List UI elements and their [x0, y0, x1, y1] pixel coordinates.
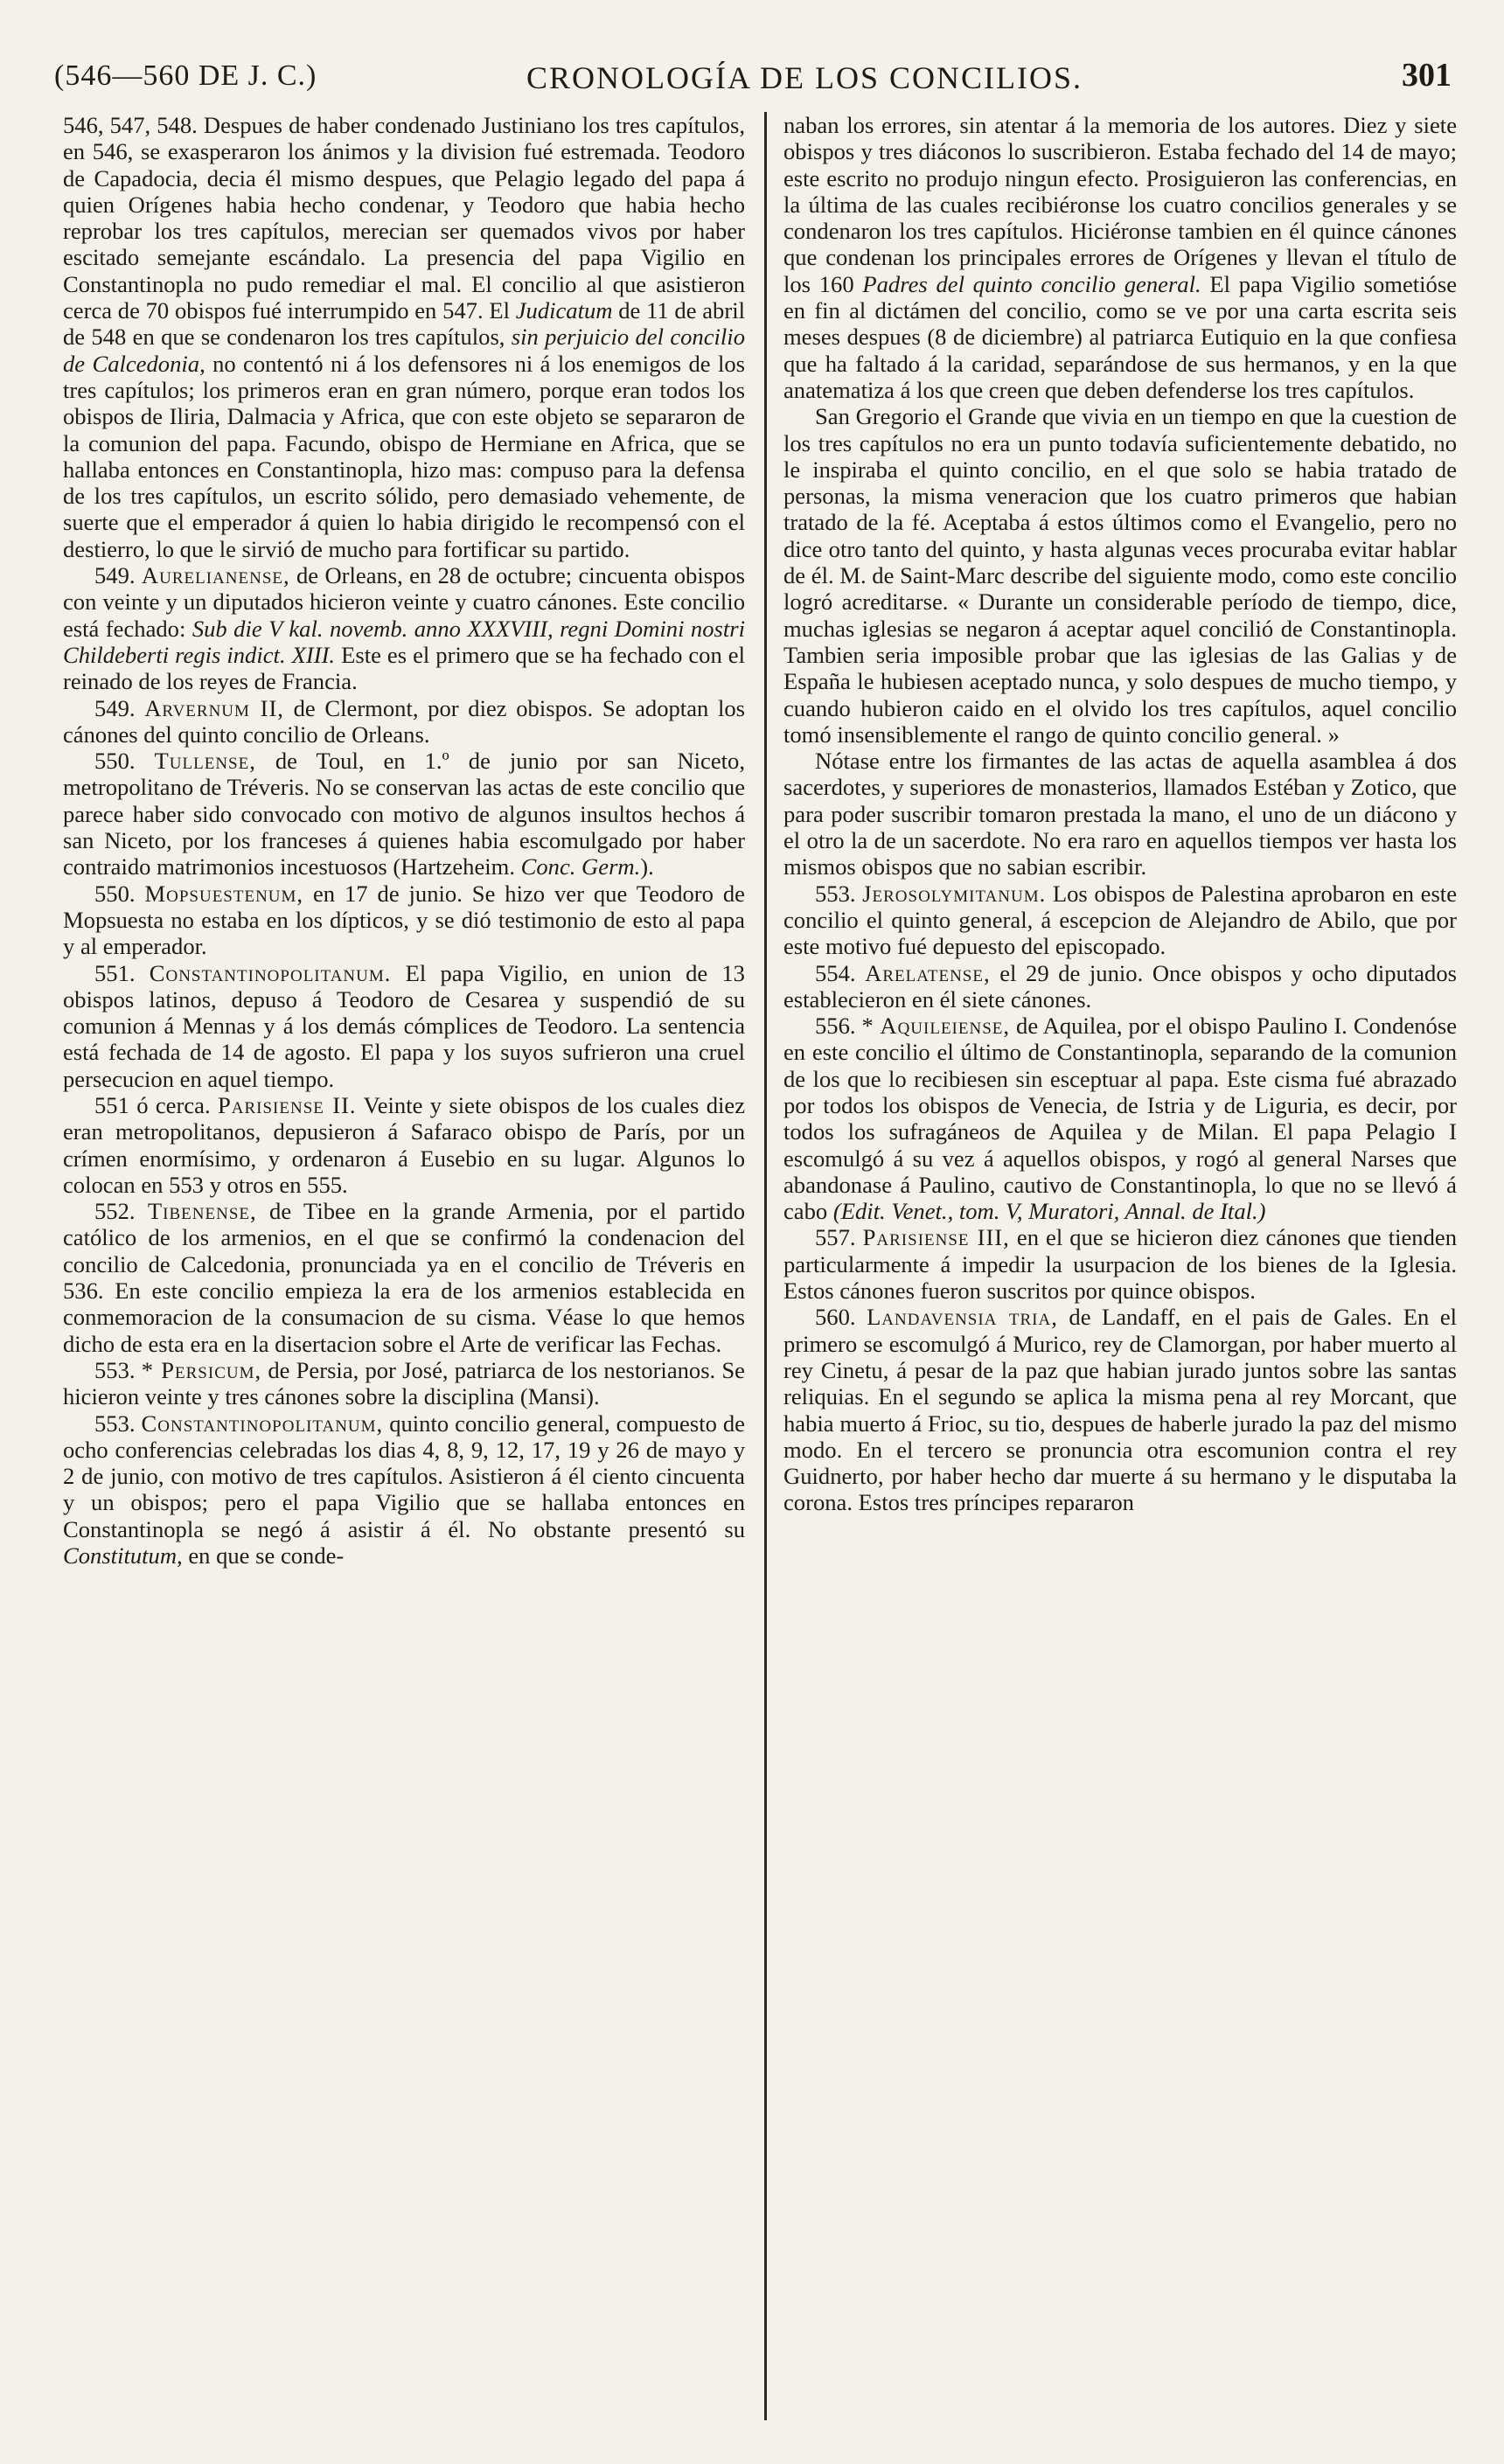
entry-text: de Orleans, en 28 de octubre; cincuenta obispos con veinte y un diputados hicieron veinte y cuatro cánones. Este concilio está fechado:: [63, 562, 745, 642]
entry-number: 554.: [815, 959, 856, 986]
paragraph-text: naban los errores, sin atentar á la memoria de los autores. Diez y siete obispos y tres diáconos lo suscribieron. Estaba fechado del 14 de mayo; este escrito no produjo ningun efecto. Prosiguieron las conferencias, en la última de las cuales recibiéronse los cuatro concilios generales y se condenaron los tres capítulos. Hiciéronse tambien en él quince cánones que condenan los principales errores de Orígenes y llevan el título de los 160: [783, 112, 1457, 297]
paragraph-text: no contentó ni á los defensores ni á los enemigos de los tres capítulos; los primeros eran en gran número, porque eran todos los obispos de Iliria, Dalmacia y Africa, que con este objeto se separaron de la comunion del papa. Facundo, obispo de Hermiane en Africa, que se hallaba entonces en Constantinopla, hizo mas: compuso para la defensa de los tres capítulos, un escrito sólido, pero demasiado vehemente, de suerte que el emperador á quien lo habia dirigido le recompensó con el destierro, lo que le sirvió de mucho para fortificar su partido.: [63, 350, 745, 562]
council-name: * Persicum,: [141, 1356, 262, 1383]
council-entry: [783, 960, 1457, 1013]
council-entry: [63, 1410, 745, 1570]
council-name: * Aquileiense,: [861, 1013, 1011, 1040]
entry-number: 550.: [94, 880, 136, 907]
paragraph-text: San Gregorio el Grande que vivia en un tiempo en que la cuestion de los tres capítulos no era un punto todavía suficientemente debatido, no le inspiraba el quinto concilio, en el que solo se habia tratado de personas, la misma veneracion que los cuatro primeros que habian tratado de la fé. Aceptaba á estos últimos como el Evangelio, pero no dice otro tanto del quinto, y hasta algunas veces procuraba evitar hablar de él. M. de Saint-Marc describe del siguiente modo, como este concilio logró acreditarse. « Durante un considerable período de tiempo, dice, muchas iglesias se negaron á aceptar aquel concilió de Constantinopla. Tambien seria imposible probar que las iglesias de las Galias y de España le hubiesen aceptado nunca, y solo despues de mucho tiempo, y cuando hubieron caido en el olvido los tres capítulos, aquel concilio tomó insensiblemente el rango de quinto concilio general. »: [783, 403, 1457, 748]
entry-text: de Tibee en la grande Armenia, por el partido católico de los armenios, en el que se confirmó la condenacion del concilio de Calcedonia, pronunciada ya en el concilio de Tréveris en 536. En este concilio empieza la era de los armenios establecida en conmemoracion de la consumacion de su cisma. Véase lo que hemos dicho de esta era en la disertacion sobre el Arte de verificar las Fechas.: [63, 1198, 746, 1357]
page-number: 301: [1402, 57, 1452, 94]
entry-number: 549.: [94, 562, 136, 589]
entry-number: 551 ó cerca.: [94, 1091, 211, 1118]
paragraph: [63, 112, 745, 562]
entry-number: 556.: [815, 1013, 856, 1040]
paragraph-text: El papa Vigilio sometióse en fin al dictámen del concilio, como se ve por una carta escrita seis meses despues (8 de diciembre) al patriarca Eutiquio en la que confiesa que ha faltado á la caridad, separándose de sus hermanos, y en la que anatematiza á los que creen que deben defenderse los tres capítulos.: [783, 270, 1458, 403]
entry-text: quinto concilio general, compuesto de ocho conferencias celebradas los dias 4, 8, 9, 12, 17, 19 y 26 de mayo y 2 de junio, con motivo de tres capítulos. Asistieron á él ciento cincuenta y un obispos; pero el papa Vigilio que se hallaba entonces en Constantinopla se negó á asistir á él. No obstante presentó su: [63, 1409, 745, 1542]
italic-citation: (Edit. Venet., tom. V, Muratori, Annal. de Ital.): [832, 1198, 1266, 1225]
council-name: Parisiense III,: [862, 1224, 1010, 1251]
paragraph: [783, 112, 1457, 403]
entry-number: 553.: [815, 880, 856, 907]
entry-text: de Landaff, en el pais de Gales. En el primero se escomulgó á Murico, rey de Clamorgan, por haber muerto al rey Cinetu, á pesar de la paz que habian jurado juntos sobre las santas reliquias. En el segundo se aplica la misma pena al rey Morcant, que habia muerto á Frioc, su tio, despues de haberle jurado la paz del mismo modo. En el tercero se pronuncia otra escomunion contra el rey Guidnerto, por haber hecho dar muerte á su hermano y le disputaba la corona. Estos tres príncipes repararon: [783, 1304, 1458, 1516]
council-entry: [63, 748, 745, 880]
column-divider: [764, 112, 767, 2420]
paragraph: [783, 748, 1457, 880]
council-name: Mopsuestenum,: [144, 880, 304, 907]
page-header: [54, 52, 1452, 101]
entry-text: en 17 de junio. Se hizo ver que Teodoro de Mopsuesta no estaba en los dípticos, y se dió testimonio de esto al papa y al emperador.: [63, 880, 745, 960]
entry-number: 551.: [94, 959, 136, 986]
council-name: Arvernum II,: [144, 694, 284, 721]
council-entry: [63, 1357, 745, 1410]
council-entry: [783, 880, 1457, 960]
entry-text: de Aquilea, por el obispo Paulino I. Condenóse en este concilio el último de Constantinopla, separando de la comunion de los que lo recibiesen sin esceptuar al papa. Este cisma fué abrazado por todos los obispos de Venecia, de Istria y de Liguria, es decir, por todos los sufragáneos de Aquilea y de Milan. El papa Pelagio I escomulgó á su vez á aquellos obispos, y rogó al general Narses que abandonase á Paulino, cautivo de Constantinopla, lo que no se llevó á cabo: [783, 1013, 1458, 1225]
entry-text: de Persia, por José, patriarca de los nestorianos. Se hicieron veinte y tres cánones sobre la disciplina (Mansi).: [63, 1356, 745, 1410]
entry-number: 553.: [94, 1409, 136, 1437]
entry-number: 553.: [94, 1356, 136, 1383]
italic-term: Constitutum,: [63, 1542, 183, 1570]
entry-text: Los obispos de Palestina aprobaron en este concilio el quinto general, á escepcion de Alejandro de Abilo, que por este motivo fué depuesto del episcopado.: [783, 880, 1457, 960]
entry-number: 557.: [815, 1224, 856, 1251]
council-entry: [63, 880, 745, 960]
entry-number: 549.: [94, 694, 136, 721]
council-entry: [63, 1092, 745, 1198]
entry-number: 550.: [94, 748, 136, 775]
right-column: [783, 112, 1457, 1516]
council-name: Jerosolymitanum.: [862, 880, 1047, 907]
entry-text: en que se conde-: [188, 1542, 345, 1570]
council-entry: [63, 562, 745, 694]
council-entry: [783, 1013, 1457, 1224]
council-entry: [783, 1224, 1457, 1304]
council-entry: [63, 960, 745, 1092]
left-column: [63, 112, 745, 1569]
paragraph-text: Nótase entre los firmantes de las actas de aquella asamblea á dos sacerdotes, y superiores de monasterios, llamados Estéban y Zotico, que para poder suscribir tomaron prestada la mano, el uno de un diácono y el otro la de un sacerdote. No era raro en aquellos tiempos ver hasta los mismos obispos que no sabian escribir.: [783, 748, 1457, 880]
entry-number: 560.: [815, 1304, 856, 1331]
council-name: Tullense,: [154, 748, 256, 775]
entry-text: ).: [640, 853, 654, 880]
entry-text: Veinte y siete obispos de los cuales diez eran metropolitanos, depusieron á Safaraco obispo de París, por un crímen enormísimo, y ordenaron á Eusebio en su lugar. Algunos lo colocan en 553 y otros en 555.: [63, 1091, 746, 1198]
council-name: Tibenense,: [147, 1198, 257, 1225]
council-name: Aurelianense,: [141, 562, 290, 589]
council-name: Parisiense II.: [217, 1091, 357, 1118]
entry-text: en el que se hicieron diez cánones que tienden particularmente á impedir la usurpacion de los bienes de la Iglesia. Estos cánones fueron suscritos por quince obispos.: [783, 1224, 1457, 1305]
italic-citation: Conc. Germ.: [520, 853, 641, 880]
paragraph-text: 546, 547, 548. Despues de haber condenado Justiniano los tres capítulos, en 546, se exasperaron los ánimos y la division fué estremada. Teodoro de Capadocia, decia él mismo despues, que Pelagio legado del papa á quien Orígenes habia hecho condenar, y Teodoro que habia hecho reprobar los tres capítulos, merecian ser quemados vivos por haber escitado semejante escándalo. La presencia del papa Vigilio en Constantinopla no pudo remediar el mal. El concilio al que asistieron cerca de 70 obispos fué interrumpido en 547. El: [63, 112, 745, 324]
italic-quote: Sub die V kal. novemb. anno XXXVIII, regni Domini nostri Childeberti regis indict. XIII.: [63, 615, 745, 668]
entry-text: el 29 de junio. Once obispos y ocho diputados establecieron en él siete cánones.: [783, 959, 1458, 1013]
entry-text: Este es el primero que se ha fechado con el reinado de los reyes de Francia.: [63, 641, 745, 695]
council-entry: [783, 1304, 1457, 1515]
paragraph-text: de 11 de abril de 548 en que se condenaron los tres capítulos,: [63, 297, 745, 351]
entry-text: El papa Vigilio, en union de 13 obispos latinos, depuso á Teodoro de Cesarea y suspendió de su comunion á Mennas y á los demás cómplices de Teodoro. La sentencia está fechada de 14 de agosto. El papa y los suyos sufrieron una cruel persecucion en aquel tiempo.: [63, 959, 745, 1092]
italic-term: Judicatum: [515, 297, 613, 324]
entry-text: de Toul, en 1.º de junio por san Niceto, metropolitano de Tréveris. No se conservan las actas de este concilio que parece haber sido convocado con motivo de algunos insultos hechos á san Niceto, por los franceses á quienes habia escomulgado por haber contraido matrimonios incestuosos (Hartzeheim.: [63, 748, 745, 880]
italic-title: Padres del quinto concilio general.: [862, 270, 1201, 297]
council-name: Constantinopolitanum.: [149, 959, 392, 986]
council-name: Landavensia tria,: [867, 1304, 1058, 1331]
entry-text: de Clermont, por diez obispos. Se adoptan los cánones del quinto concilio de Orleans.: [63, 694, 745, 748]
council-name: Arelatense,: [865, 959, 991, 986]
header-title: CRONOLOGÍA DE LOS CONCILIOS.: [526, 60, 1083, 95]
council-entry: [63, 695, 745, 748]
paragraph: [783, 403, 1457, 748]
entry-number: 552.: [94, 1198, 136, 1225]
italic-term: sin perjuicio del concilio de Calcedonia,: [63, 324, 745, 377]
header-date-range: (546—560 DE J. C.): [54, 59, 317, 92]
council-name: Constantinopolitanum,: [141, 1409, 384, 1437]
council-entry: [63, 1198, 745, 1357]
